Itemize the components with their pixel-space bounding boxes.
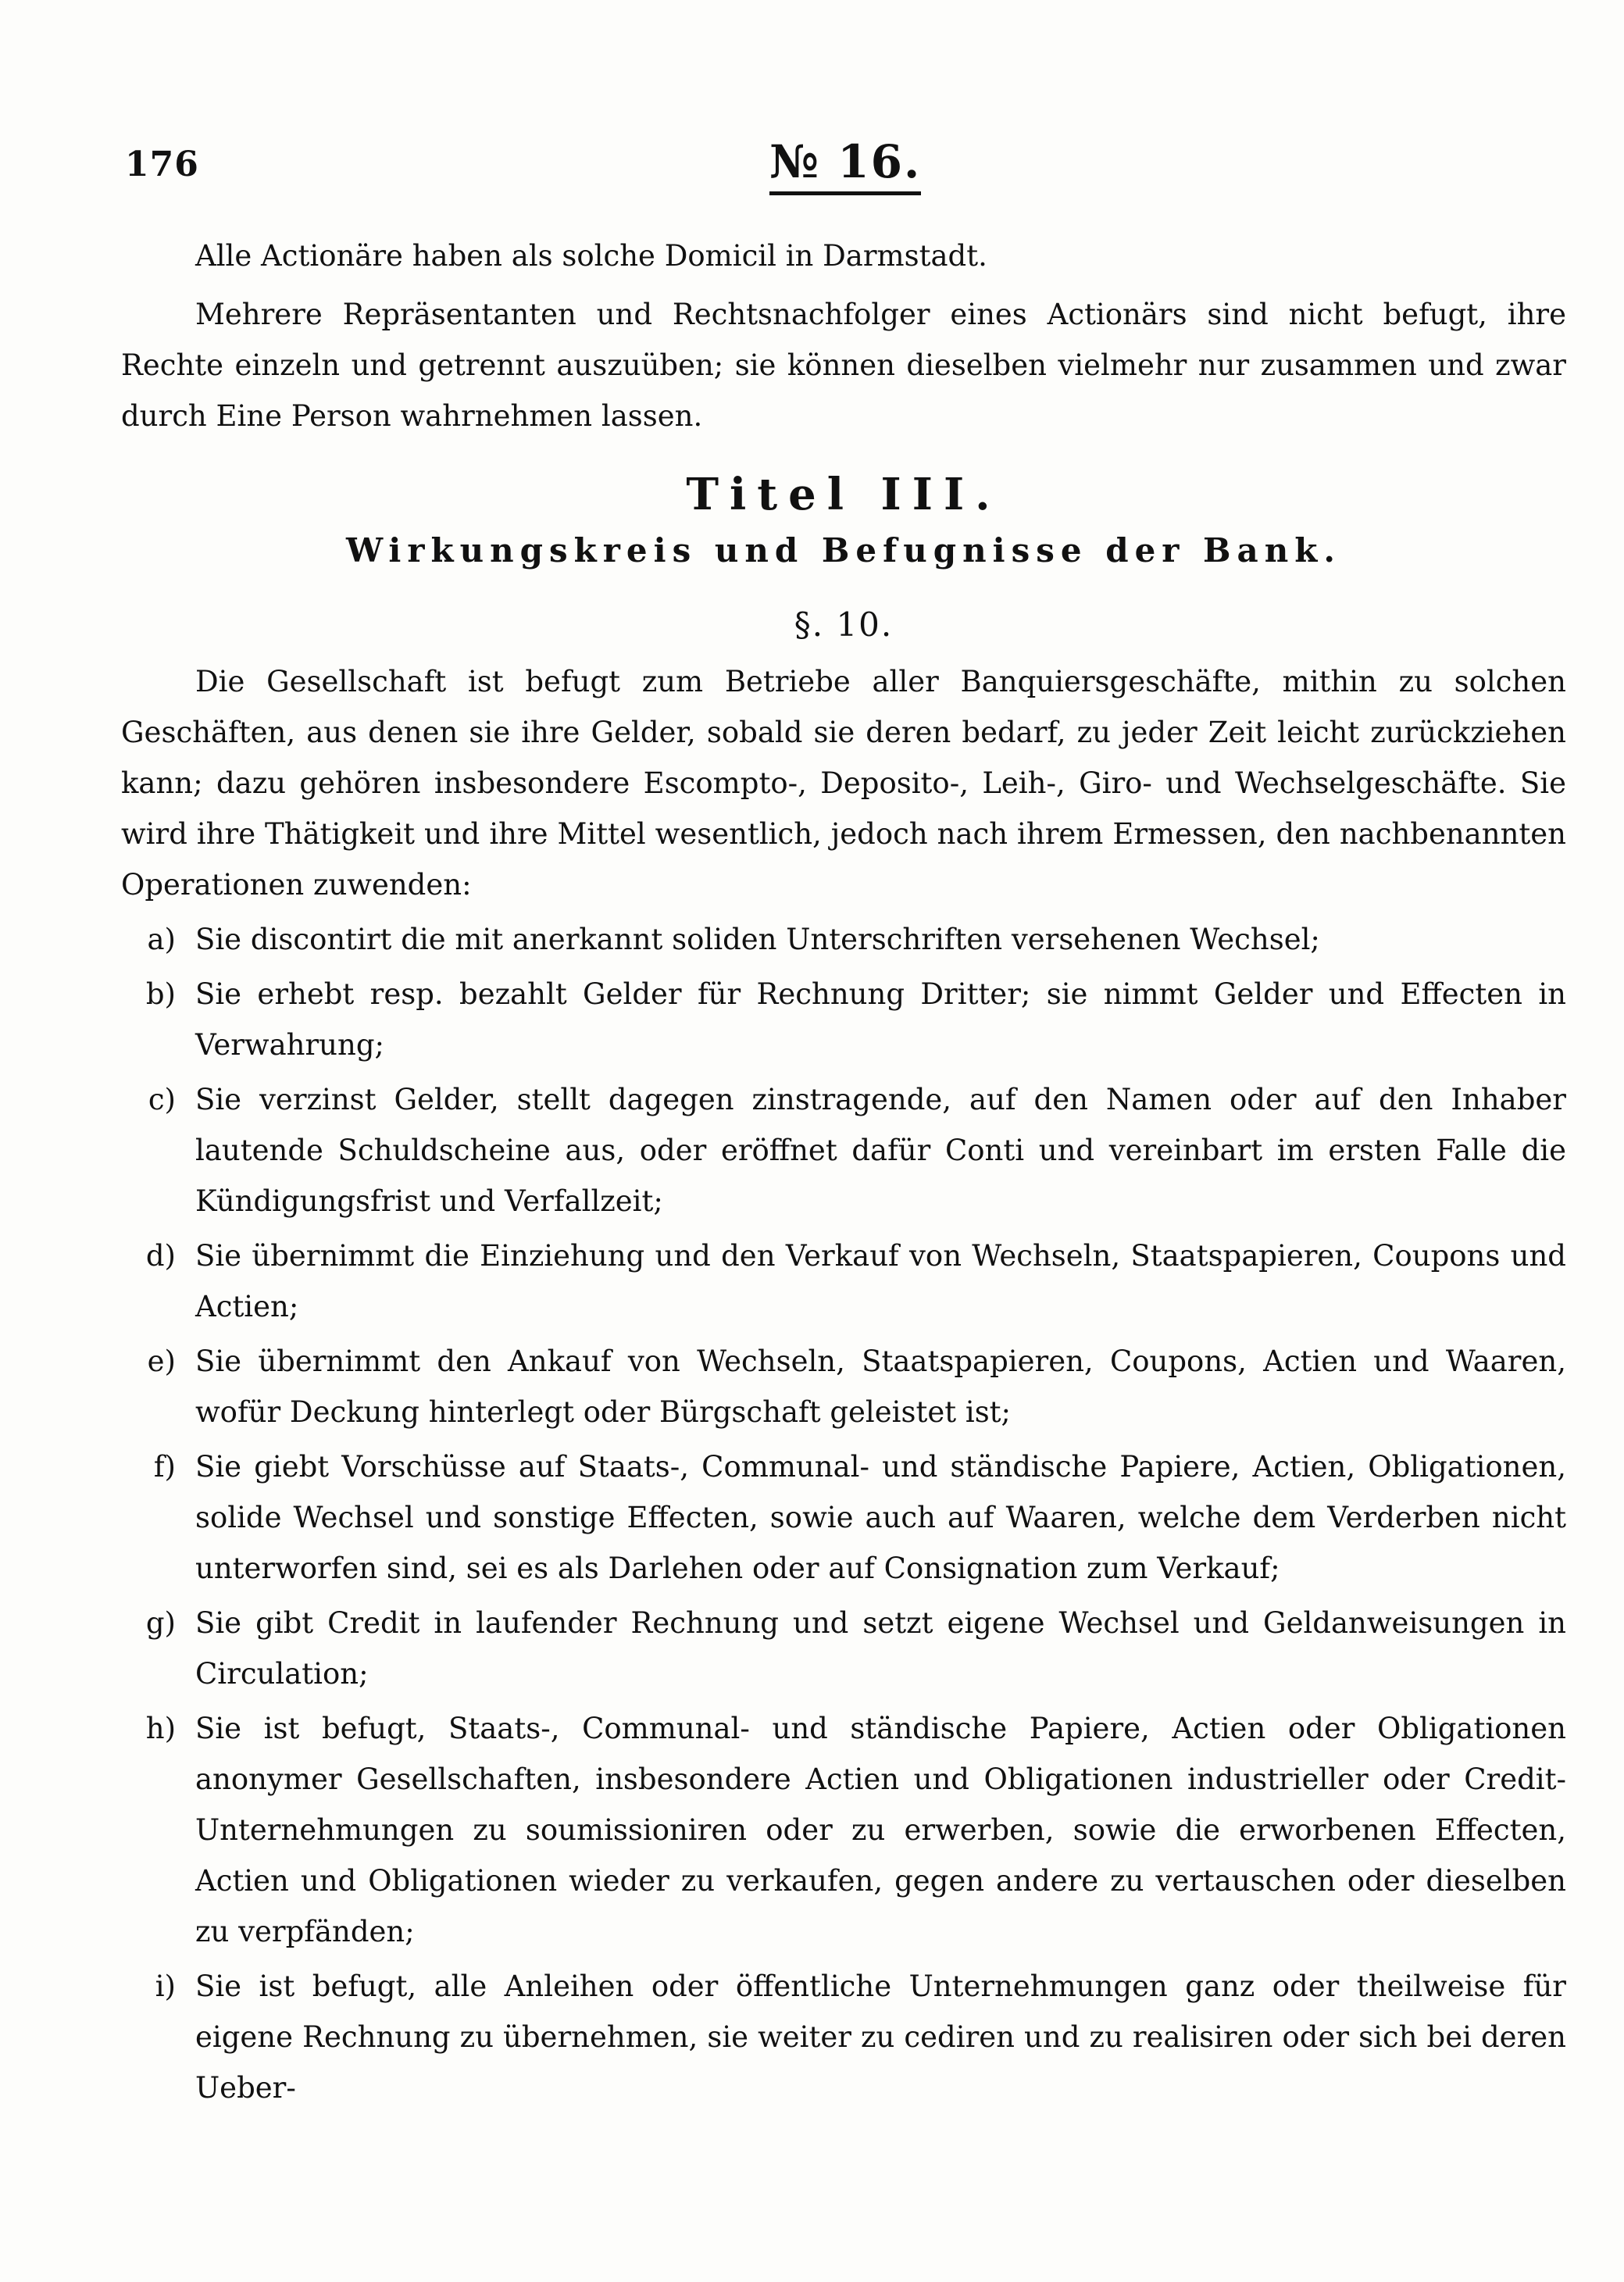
list-item-text: Sie übernimmt den Ankauf von Wechseln, Staatspapieren, Coupons, Actien und Waaren, wofür Deckung hinterlegt oder Bürgschaft geleistet ist;: [195, 1345, 1566, 1429]
list-item-label: c): [148, 1083, 176, 1116]
page-header: [125, 135, 1562, 207]
list-item-label: g): [145, 1606, 176, 1640]
paragraph-representatives: Mehrere Repräsentanten und Rechtsnachfolger eines Actionärs sind nicht befugt, ihre Rechte einzeln und getrennt auszuüben; sie können dieselben vielmehr nur zusammen und zwar durch Eine Person wahrnehmen lassen.: [121, 298, 1566, 433]
paragraph-domicile: Alle Actionäre haben als solche Domicil in Darmstadt.: [195, 239, 987, 273]
list-item-label: f): [153, 1450, 176, 1484]
list-item-g: [121, 1598, 1566, 1699]
list-item-a: [121, 914, 1566, 965]
issue-number: № 16.: [769, 135, 921, 195]
list-item-b: [121, 969, 1566, 1070]
list-item-text: Sie erhebt resp. bezahlt Gelder für Rechnung Dritter; sie nimmt Gelder und Effecten in Verwahrung;: [195, 977, 1566, 1062]
list-item-text: Sie giebt Vorschüsse auf Staats-, Communal- und ständische Papiere, Actien, Obligationen, solide Wechsel und sonstige Effecten, sowie auch auf Waaren, welche dem Verderben nicht unterworfen sind, sei es als Darlehen oder auf Consignation zum Verkauf;: [195, 1450, 1566, 1585]
list-item-text: Sie ist befugt, alle Anleihen oder öffentliche Unternehmungen ganz oder theilweise für eigene Rechnung zu übernehmen, sie weiter zu cediren und zu realisiren oder sich bei deren Ueber-: [195, 1970, 1566, 2105]
list-item-text: Sie verzinst Gelder, stellt dagegen zinstragende, auf den Namen oder auf den Inhaber lautende Schuldscheine aus, oder eröffnet dafür Conti und vereinbart im ersten Falle die Kündigungsfrist und Verfallzeit;: [195, 1083, 1566, 1218]
section-intro-paragraph: Die Gesellschaft ist befugt zum Betriebe aller Banquiersgeschäfte, mithin zu solchen Geschäften, aus denen sie ihre Gelder, sobald sie deren bedarf, zu jeder Zeit leicht zurückziehen kann; dazu gehören insbesondere Escompto-, Deposito-, Leih-, Giro- und Wechselgeschäfte. Sie wird ihre Thätigkeit und ihre Mittel wesentlich, jedoch nach ihrem Ermessen, den nachbenannten Operationen zuwenden:: [121, 665, 1566, 902]
list-item-label: d): [145, 1239, 176, 1273]
list-item-text: Sie übernimmt die Einziehung und den Verkauf von Wechseln, Staatspapieren, Coupons und Actien;: [195, 1239, 1566, 1323]
list-item-e: [121, 1336, 1566, 1437]
operations-list: [121, 914, 1566, 2117]
list-item-c: [121, 1074, 1566, 1227]
section-title: Titel III.: [686, 469, 1001, 520]
list-item-i: [121, 1961, 1566, 2113]
list-item-text: Sie discontirt die mit anerkannt soliden Unterschriften versehenen Wechsel;: [195, 923, 1320, 956]
section-subtitle: Wirkungskreis und Befugnisse der Bank.: [345, 531, 1342, 570]
list-item-f: [121, 1441, 1566, 1594]
list-item-text: Sie gibt Credit in laufender Rechnung und setzt eigene Wechsel und Geldanweisungen in Circulation;: [195, 1606, 1566, 1691]
list-item-label: h): [145, 1712, 176, 1745]
list-item-text: Sie ist befugt, Staats-, Communal- und ständische Papiere, Actien oder Obligationen anonymer Gesellschaften, insbesondere Actien und Obligationen industrieller oder Credit-Unternehmungen zu soumissioniren oder zu erwerben, sowie die erworbenen Effecten, Actien und Obligationen wieder zu verkaufen, gegen andere zu vertauschen oder dieselben zu verpfänden;: [195, 1712, 1566, 1948]
page-number: 176: [125, 145, 199, 184]
list-item-label: i): [155, 1970, 176, 2003]
list-item-h: [121, 1703, 1566, 1957]
paragraph-mark: §. 10.: [794, 605, 894, 644]
list-item-label: a): [147, 923, 176, 956]
list-item-d: [121, 1230, 1566, 1332]
list-item-label: e): [147, 1345, 176, 1378]
list-item-label: b): [145, 977, 176, 1011]
